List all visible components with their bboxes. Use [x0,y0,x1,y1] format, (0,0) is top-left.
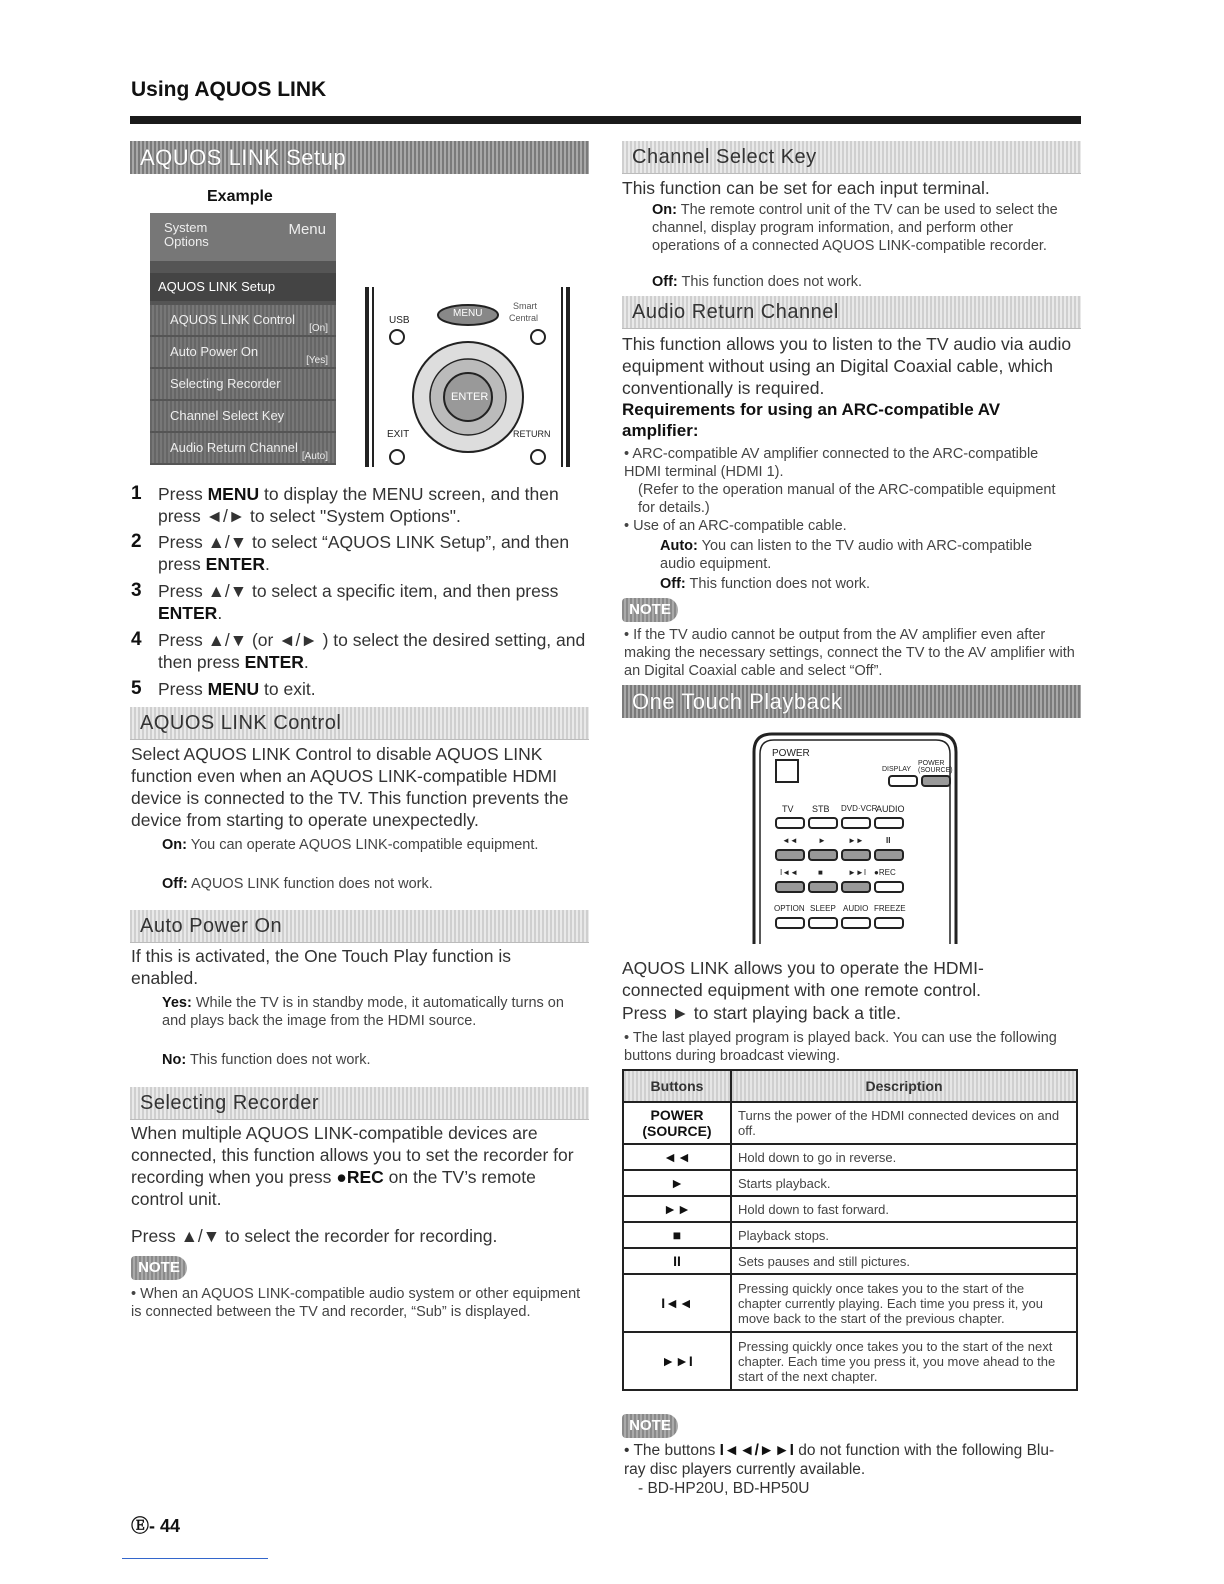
table-cell-desc: Turns the power of the HDMI connected devices on and off. [731,1102,1077,1144]
table-cell-button: ►► [623,1196,731,1222]
table-row [623,1144,1077,1170]
table-cell-desc: Hold down to go in reverse. [731,1144,1077,1170]
remote-ff-label: ►► [848,836,864,845]
table-cell-desc: Playback stops. [731,1222,1077,1248]
remote-power-source-label: POWER (SOURCE) [918,760,953,774]
table-cell-button: ► [623,1170,731,1196]
step-4 [131,629,591,673]
step-text-pre: Press ▲/▼ (or ◄/► ) to select the desired setting, and then press [158,630,586,672]
table-header-row [623,1070,1077,1102]
table-cell-button: POWER (SOURCE) [623,1102,731,1144]
step-text-bold: ENTER [205,554,265,574]
note-text-pre: The buttons [633,1442,720,1459]
channel-key-on [652,201,1080,255]
table-cell-desc: Pressing quickly once takes you to the start of the chapter currently playing. Each time you press it, you move back to the start of the previous chapter. [731,1274,1077,1332]
remote-smart-label: Smart [513,301,538,311]
page-title: Using AQUOS LINK [131,78,327,101]
remote-prev-label: I◄◄ [780,868,799,877]
channel-key-text: This function can be set for each input terminal. [622,178,990,198]
recorder-text-bold: ●REC [336,1167,384,1187]
link-control-text: Select AQUOS LINK Control to disable AQUOS LINK function even when an AQUOS LINK-compatible HDMI device is connected to the TV. This function prevents the device from starting to operate unexpectedly. [131,744,569,830]
step-text [158,580,588,624]
channel-key-off [652,273,1080,291]
remote-return-label: RETURN [513,429,551,439]
menu-item [150,305,336,335]
remote-usb-label: USB [389,315,410,326]
menu-item [150,337,336,367]
audio-return-text: This function allows you to listen to the TV audio via audio equipment without using an Digital Coaxial cable, which conventionally is required. [622,334,1072,398]
recorder-note [131,1285,581,1321]
step-text-pre: Press [158,679,208,699]
step-number: 2 [131,531,142,552]
menu-head-left: System Options [164,220,209,249]
table-cell-desc: Sets pauses and still pictures. [731,1248,1077,1274]
table-cell-button: ►►I [623,1332,731,1390]
remote-rec-label: ●REC [874,868,896,877]
step-text-pre: Press [158,484,208,504]
bullet-icon: • [624,1442,634,1459]
auto-text: You can listen to the TV audio with ARC-compatible audio equipment. [660,538,1033,572]
recorder-banner: Selecting Recorder [130,1087,589,1120]
one-touch-bullet [624,1029,1080,1065]
table-header: Description [731,1070,1077,1102]
remote-dvd-label: DVD·VCR [841,804,878,813]
menu-item-label: Auto Power On [170,344,259,359]
one-touch-note [624,1441,1074,1498]
one-touch-note-badge: NOTE [622,1414,678,1438]
bullet-icon: • [624,1030,633,1046]
menu-item-value: [Yes] [306,355,328,366]
recorder-press-text: Press ▲/▼ to select the recorder for recording. [131,1226,498,1246]
auto-power-banner: Auto Power On [130,910,589,943]
menu-selected-label: AQUOS LINK Setup [158,279,276,294]
audio-return-auto [660,537,1060,573]
step-text-post: to display the MENU screen, and then press ◄/► to select "System Options". [158,484,559,526]
menu-item [150,401,336,431]
off-text: AQUOS LINK function does not work. [191,876,433,892]
bullet-icon: • [624,446,633,462]
bullet-text: The last played program is played back. You can use the following buttons during broadcast viewing. [624,1030,1057,1064]
audio-return-bullet-1 [624,445,1064,481]
step-text [158,678,588,700]
remote-stb-label: STB [812,804,830,814]
on-text: The remote control unit of the TV can be used to select the channel, display program information, and perform other operations of a connected AQUOS LINK-compatible recorder. [652,202,1058,254]
remote-audio2-label: AUDIO [843,904,869,913]
table-row [623,1196,1077,1222]
audio-return-off [660,575,1060,593]
table-row [623,1222,1077,1248]
remote-exit-label: EXIT [387,429,410,440]
off-text: This function does not work. [681,274,863,290]
table-cell-button: I◄◄ [623,1274,731,1332]
remote-audio-label: AUDIO [876,804,905,814]
recorder-note-badge: NOTE [131,1256,187,1280]
step-5 [131,678,591,700]
menu-item-label: AQUOS LINK Control [170,312,295,327]
table-cell-button: II [623,1248,731,1274]
one-touch-banner: One Touch Playback [622,685,1081,718]
remote-rew-label: ◄◄ [782,836,798,845]
note-symbols: I◄◄/►►I [719,1442,794,1459]
bullet-icon: • [131,1286,141,1302]
audio-return-note-text: If the TV audio cannot be output from the AV amplifier even after making the necessary settings, connect the TV to the AV amplifier with an Digital Coaxial cable and select “Off”. [624,627,1075,679]
step-text-post: . [303,652,309,672]
auto-power-no [162,1051,572,1069]
remote-central-label: Central [509,313,539,323]
yes-text: While the TV is in standby mode, it automatically turns on and plays back the image from the HDMI source. [162,995,564,1029]
step-text-bold: MENU [207,679,260,699]
step-text-pre: Press ▲/▼ to select a specific item, and then press [158,581,559,601]
table-cell-button: ◄◄ [623,1144,731,1170]
no-label: No: [162,1052,187,1068]
audio-return-banner: Audio Return Channel [622,296,1081,329]
table-row [623,1170,1077,1196]
menu-item-value: [Auto] [301,451,328,462]
step-text-post: . [264,554,270,574]
example-label: Example [207,188,273,205]
auto-power-text: If this is activated, the One Touch Play function is enabled. [131,946,512,988]
note-text-post: do not function with the following Blu-ray disc players currently available. [624,1442,1055,1478]
table-cell-desc: Hold down to fast forward. [731,1196,1077,1222]
remote-pause-label: II [886,836,891,845]
step-1 [131,483,591,527]
menu-item-value: [On] [309,323,328,334]
table-cell-desc: Starts playback. [731,1170,1077,1196]
menu-screenshot [150,213,336,465]
on-label: On: [162,837,187,853]
step-text [158,483,588,527]
remote-freeze-label: FREEZE [874,904,906,913]
auto-label: Auto: [660,538,698,554]
recorder-text-post: on the TV’s remote control unit. [131,1167,536,1209]
menu-head-right: Menu [288,221,326,238]
off-text: This function does not work. [689,576,871,592]
recorder-text-pre: When multiple AQUOS LINK-compatible devices are connected, this function allows you to set the recorder for recording when you press [131,1123,574,1187]
audio-return-bullet-1-sub: (Refer to the operation manual of the ARC-compatible equipment for details.) [638,482,1056,516]
recorder-note-text: When an AQUOS LINK-compatible audio system or other equipment is connected between the TV and recorder, “Sub” is displayed. [131,1286,581,1320]
link-control-banner: AQUOS LINK Control [130,707,589,740]
remote-tv-label: TV [782,804,794,814]
audio-return-note-badge: NOTE [622,598,678,622]
off-label: Off: [660,576,686,592]
menu-item-label: Selecting Recorder [170,376,281,391]
table-header: Buttons [623,1070,731,1102]
menu-item [150,433,336,463]
step-number: 4 [131,629,142,650]
channel-key-banner: Channel Select Key [622,141,1081,174]
on-text: You can operate AQUOS LINK-compatible equipment. [190,837,539,853]
link-control-on [162,836,582,854]
playback-remote-illustration [752,732,958,944]
table-cell-desc: Pressing quickly once takes you to the start of the next chapter. Each time you press it, you move ahead to the start of the next chapter. [731,1332,1077,1390]
step-text [158,531,588,575]
remote-illustration [365,287,570,467]
bullet-icon: • [624,518,634,534]
table-row [623,1102,1077,1144]
remote-enter-button: ENTER [451,391,489,403]
recorder-text [131,1122,586,1210]
bullet-icon: • [624,627,634,643]
remote-power-label: POWER [772,748,810,759]
note-models: - BD-HP20U, BD-HP50U [638,1480,810,1497]
buttons-table [622,1069,1078,1391]
step-text-bold: ENTER [244,652,304,672]
auto-power-yes [162,994,572,1030]
audio-return-req-heading: Requirements for using an ARC-compatible AV amplifier: [622,400,1001,440]
bullet-text: Use of an ARC-compatible cable. [633,518,847,534]
table-row [623,1248,1077,1274]
page-number: Ⓔ- 44 [131,1516,181,1536]
link-control-off [162,875,582,893]
step-text [158,629,588,673]
step-number: 1 [131,483,142,504]
menu-item [150,369,336,399]
menu-item-label: Audio Return Channel [170,440,298,455]
step-number: 5 [131,678,142,699]
off-label: Off: [652,274,678,290]
one-touch-text: AQUOS LINK allows you to operate the HDMI-connected equipment with one remote control. [622,958,984,1000]
remote-sleep-label: SLEEP [810,904,836,913]
title-rule [130,116,1081,124]
menu-head [150,213,336,261]
table-row [623,1274,1077,1332]
off-label: Off: [162,876,188,892]
step-text-bold: MENU [207,484,260,504]
one-touch-press-text: Press ► to start playing back a title. [622,1003,901,1023]
bullet-text: ARC-compatible AV amplifier connected to the ARC-compatible HDMI terminal (HDMI 1). [624,446,1039,480]
remote-menu-button: MENU [453,308,483,319]
step-text-post: . [217,603,223,623]
footer-line [122,1558,268,1559]
no-text: This function does not work. [189,1052,371,1068]
audio-return-note [624,626,1080,680]
remote-stop-label: ■ [818,868,823,877]
step-text-bold: ENTER [158,603,218,623]
remote-next-label: ►►I [848,868,867,877]
menu-selected-row [150,273,336,301]
table-row [623,1332,1077,1390]
table-cell-button: ■ [623,1222,731,1248]
remote-option-label: OPTION [774,904,805,913]
audio-return-bullet-2 [624,517,1064,535]
setup-banner: AQUOS LINK Setup [130,141,589,174]
remote-play-label: ► [818,836,826,845]
step-number: 3 [131,580,142,601]
remote-display-label: DISPLAY [882,766,912,773]
menu-item-label: Channel Select Key [170,408,285,423]
step-text-post: to exit. [259,679,316,699]
on-label: On: [652,202,677,218]
step-3 [131,580,591,624]
step-text-pre: Press ▲/▼ to select “AQUOS LINK Setup”, and then press [158,532,570,574]
yes-label: Yes: [162,995,192,1011]
step-2 [131,531,591,575]
